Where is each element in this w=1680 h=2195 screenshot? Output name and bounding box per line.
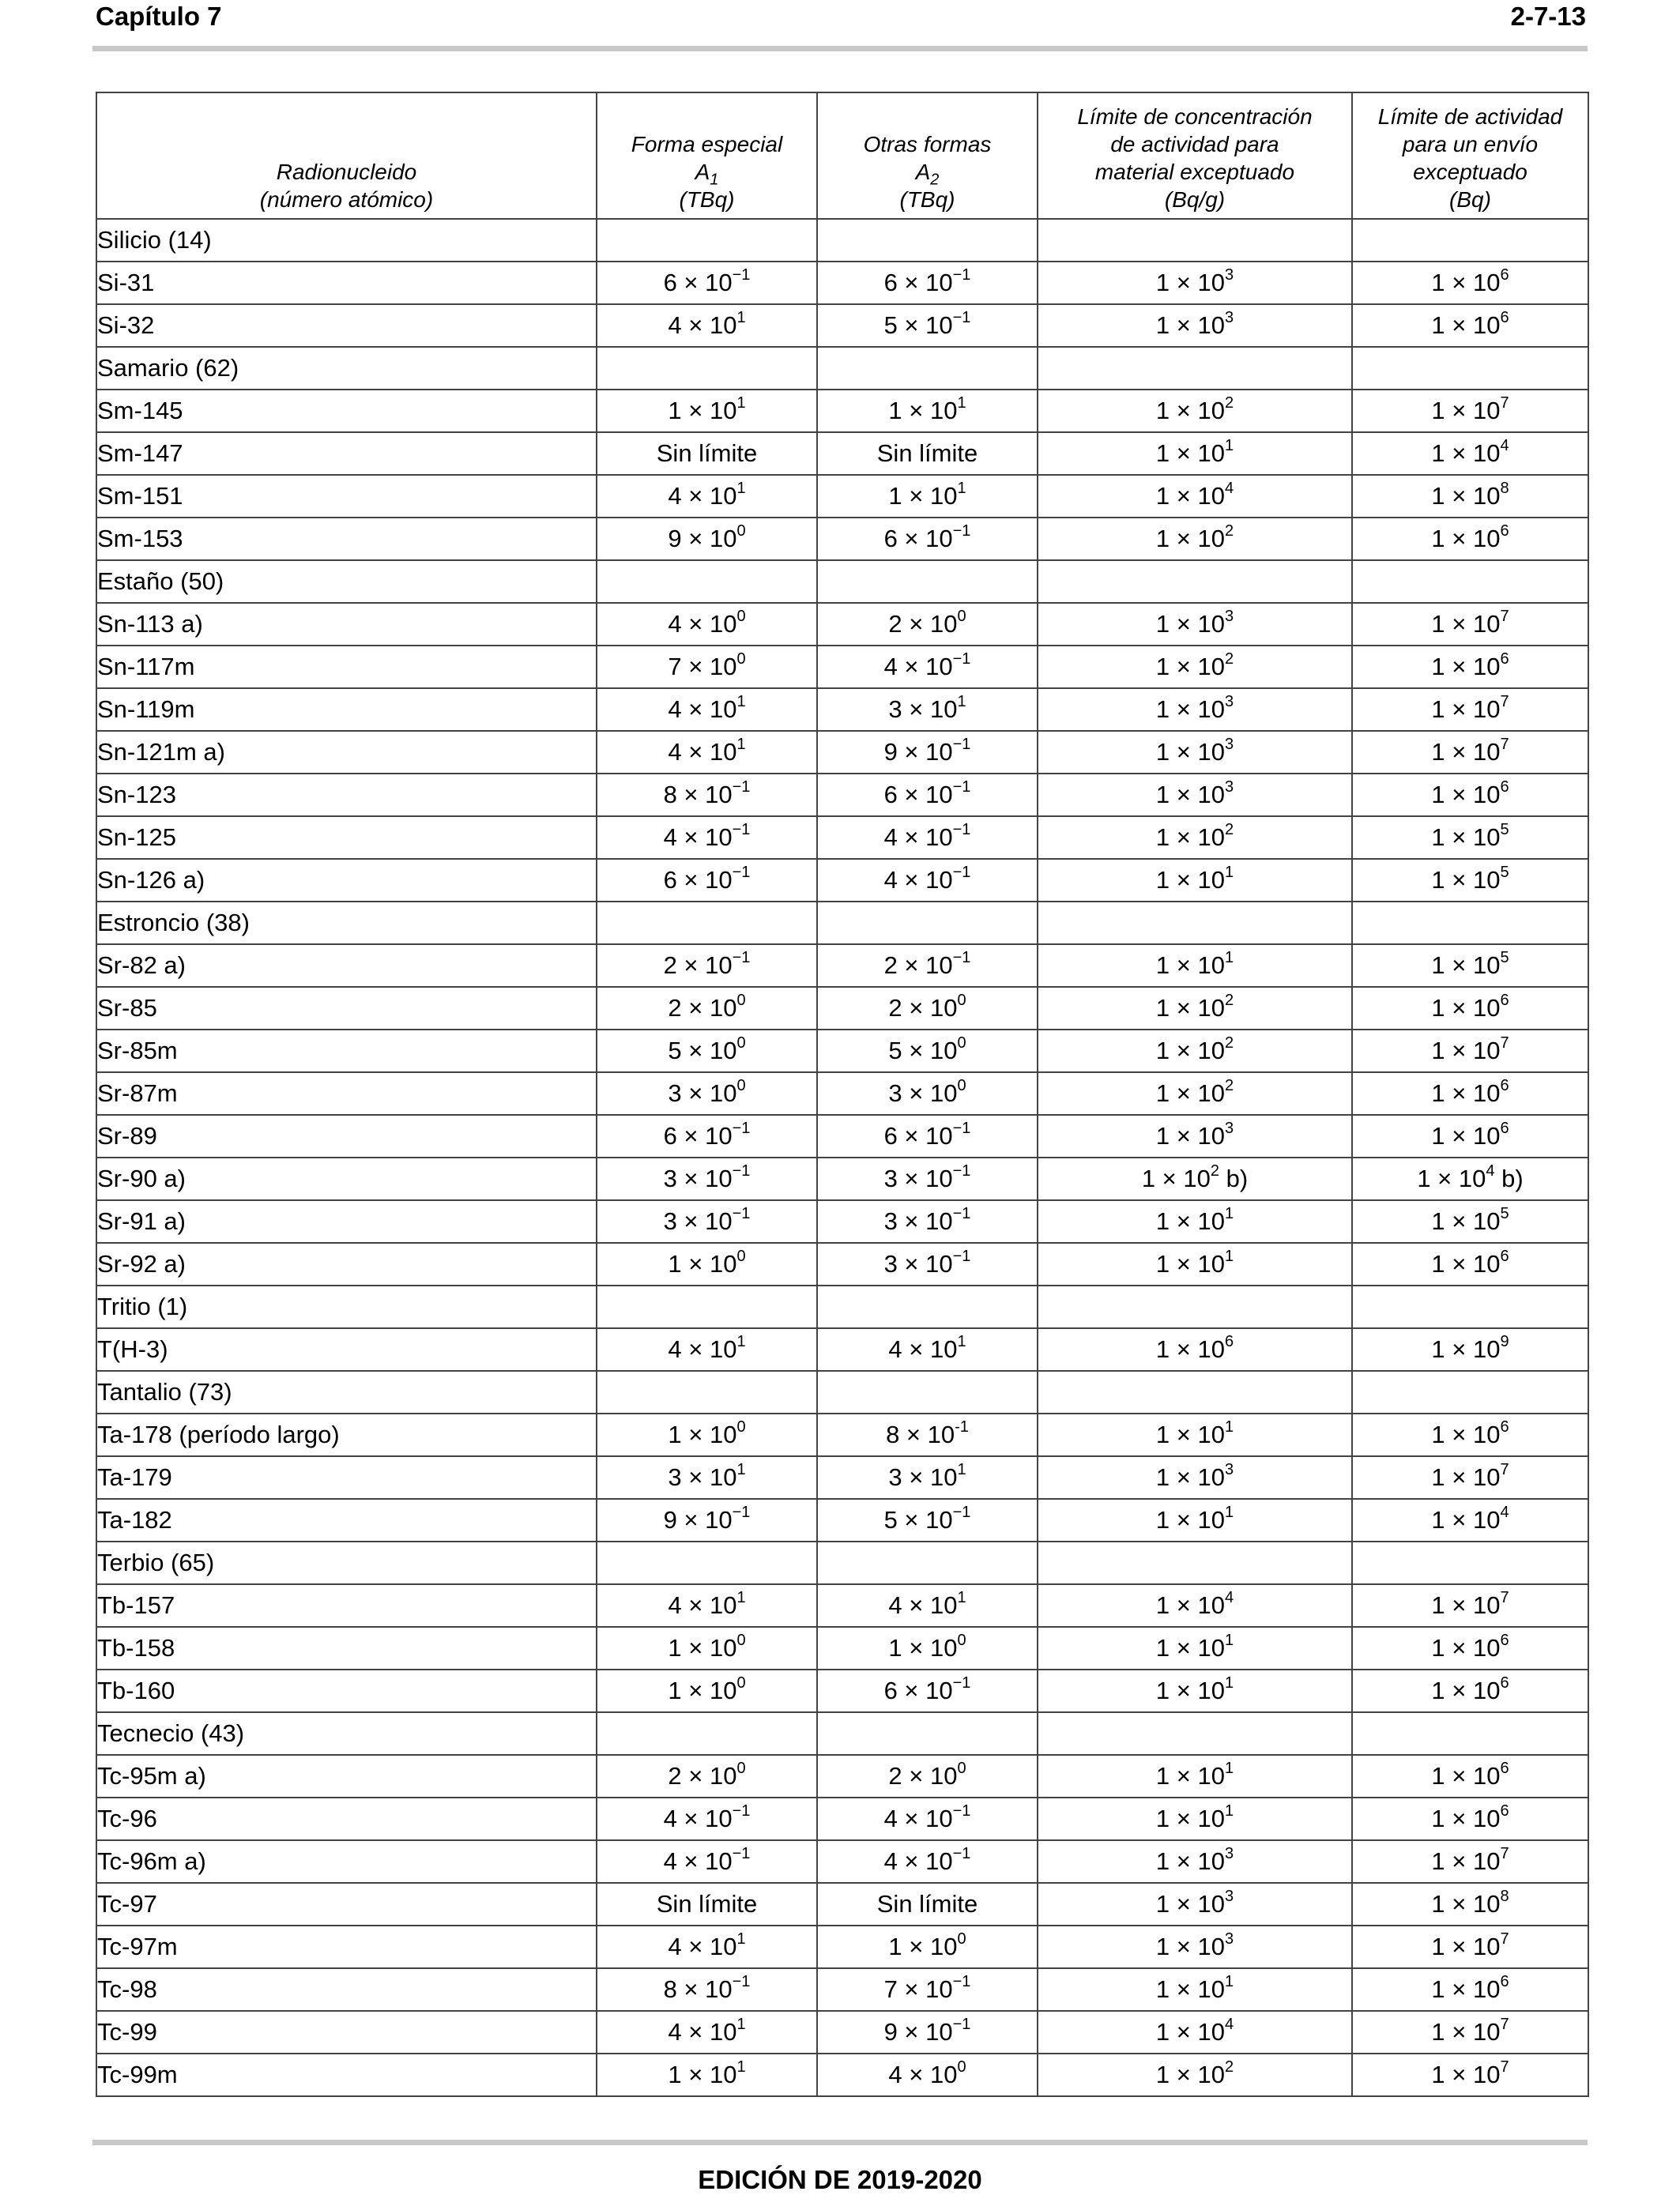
- radionuclide-cell: Ta-179: [96, 1456, 597, 1499]
- value-cell: $1 \times 10^3$: [1038, 603, 1352, 646]
- radionuclide-cell: Tb-160: [96, 1670, 597, 1712]
- radionuclide-cell: Sn-117m: [96, 646, 597, 688]
- value-cell: $1 \times 10^3$: [1038, 688, 1352, 731]
- value-cell: $5 \times 10^0$: [817, 1030, 1038, 1072]
- value-cell: [1352, 347, 1588, 390]
- table-row: [96, 1456, 1588, 1499]
- table-row: [96, 1328, 1588, 1371]
- radionuclide-cell: Sn-125: [96, 816, 597, 859]
- radionuclide-cell: Tc-95m a): [96, 1755, 597, 1798]
- value-cell: $4 \times 10^{-1}$: [817, 1840, 1038, 1883]
- radionuclide-cell: Sn-126 a): [96, 859, 597, 902]
- value-cell: $9 \times 10^{-1}$: [817, 2011, 1038, 2054]
- radionuclide-cell: Sr-92 a): [96, 1243, 597, 1286]
- value-cell: $7 \times 10^{-1}$: [817, 1968, 1038, 2011]
- value-cell: $1 \times 10^6$: [1352, 1072, 1588, 1115]
- value-cell: $1 \times 10^0$: [597, 1243, 817, 1286]
- value-cell: $1 \times 10^3$: [1038, 262, 1352, 304]
- value-cell: $2 \times 10^0$: [817, 603, 1038, 646]
- value-cell: $1 \times 10^7$: [1352, 688, 1588, 731]
- value-cell: $8 \times 10^{-1}$: [817, 1414, 1038, 1456]
- value-cell: $1 \times 10^6$: [1352, 1414, 1588, 1456]
- value-cell: Sin límite: [597, 432, 817, 475]
- value-cell: [597, 219, 817, 262]
- value-cell: $1 \times 10^1$: [597, 390, 817, 432]
- value-cell: $4 \times 10^1$: [597, 1328, 817, 1371]
- value-cell: $1 \times 10^5$: [1352, 1200, 1588, 1243]
- value-cell: $1 \times 10^2$: [1038, 1030, 1352, 1072]
- value-cell: $1 \times 10^7$: [1352, 1840, 1588, 1883]
- value-cell: $1 \times 10^6$: [1352, 1755, 1588, 1798]
- element-group-row: [96, 902, 1588, 944]
- value-cell: $4 \times 10^1$: [597, 1926, 817, 1968]
- value-cell: $1 \times 10^3$: [1038, 731, 1352, 774]
- value-cell: $3 \times 10^0$: [817, 1072, 1038, 1115]
- value-cell: $1 \times 10^6$: [1352, 774, 1588, 816]
- value-cell: $1 \times 10^2$: [1038, 987, 1352, 1030]
- value-cell: [817, 1371, 1038, 1414]
- radionuclide-cell: Ta-178 (período largo): [96, 1414, 597, 1456]
- radionuclide-cell: Tritio (1): [96, 1286, 597, 1328]
- col-header-concentration-limit: Límite de concentración de actividad para material exceptuado (Bq/g): [1038, 92, 1352, 219]
- radionuclide-cell: Sn-113 a): [96, 603, 597, 646]
- value-cell: [597, 1371, 817, 1414]
- value-cell: [1038, 1286, 1352, 1328]
- value-cell: $3 \times 10^1$: [817, 688, 1038, 731]
- value-cell: $1 \times 10^1$: [1038, 1798, 1352, 1840]
- value-cell: $2 \times 10^{-1}$: [817, 944, 1038, 987]
- value-cell: $1 \times 10^6$: [1352, 1670, 1588, 1712]
- value-cell: $1 \times 10^7$: [1352, 603, 1588, 646]
- value-cell: $9 \times 10^0$: [597, 518, 817, 560]
- value-cell: [817, 219, 1038, 262]
- radionuclide-table: [96, 92, 1589, 2097]
- value-cell: [597, 1286, 817, 1328]
- table-row: [96, 1243, 1588, 1286]
- value-cell: $1 \times 10^8$: [1352, 1883, 1588, 1926]
- value-cell: $1 \times 10^6$: [1352, 304, 1588, 347]
- value-cell: $1 \times 10^7$: [1352, 2011, 1588, 2054]
- value-cell: $4 \times 10^{-1}$: [597, 816, 817, 859]
- value-cell: $1 \times 10^1$: [817, 390, 1038, 432]
- value-cell: $3 \times 10^{-1}$: [817, 1158, 1038, 1200]
- value-cell: $1 \times 10^0$: [597, 1627, 817, 1670]
- value-cell: $1 \times 10^1$: [1038, 1499, 1352, 1542]
- value-cell: $8 \times 10^{-1}$: [597, 774, 817, 816]
- value-cell: $1 \times 10^6$: [1352, 646, 1588, 688]
- value-cell: $4 \times 10^{-1}$: [817, 816, 1038, 859]
- radionuclide-cell: Sr-82 a): [96, 944, 597, 987]
- value-cell: $2 \times 10^0$: [597, 1755, 817, 1798]
- value-cell: [1038, 1371, 1352, 1414]
- value-cell: [1038, 1712, 1352, 1755]
- value-cell: $4 \times 10^0$: [817, 2054, 1038, 2096]
- table-row: [96, 1755, 1588, 1798]
- table-row: [96, 2011, 1588, 2054]
- value-cell: $2 \times 10^0$: [817, 987, 1038, 1030]
- radionuclide-cell: Sm-147: [96, 432, 597, 475]
- table-row: [96, 1499, 1588, 1542]
- value-cell: [1352, 219, 1588, 262]
- value-cell: $4 \times 10^{-1}$: [597, 1840, 817, 1883]
- value-cell: $1 \times 10^6$: [1352, 1968, 1588, 2011]
- value-cell: [817, 1542, 1038, 1584]
- page-number: 2-7-13: [1510, 2, 1586, 31]
- table-row: [96, 1840, 1588, 1883]
- table-row: [96, 1883, 1588, 1926]
- page-header: [92, 0, 1586, 40]
- value-cell: $3 \times 10^1$: [597, 1456, 817, 1499]
- table-row: [96, 1798, 1588, 1840]
- value-cell: [817, 1286, 1038, 1328]
- value-cell: $7 \times 10^0$: [597, 646, 817, 688]
- value-cell: [1352, 1542, 1588, 1584]
- value-cell: $9 \times 10^{-1}$: [597, 1499, 817, 1542]
- value-cell: $1 \times 10^6$: [1352, 987, 1588, 1030]
- table-header-row: [96, 92, 1588, 219]
- table-row: [96, 1158, 1588, 1200]
- radionuclide-cell: Estroncio (38): [96, 902, 597, 944]
- element-group-row: [96, 347, 1588, 390]
- value-cell: $1 \times 10^5$: [1352, 944, 1588, 987]
- table-row: [96, 688, 1588, 731]
- value-cell: $1 \times 10^1$: [1038, 1968, 1352, 2011]
- value-cell: [1038, 347, 1352, 390]
- chapter-title: Capítulo 7: [96, 2, 222, 31]
- table-row: [96, 1627, 1588, 1670]
- value-cell: $1 \times 10^7$: [1352, 1456, 1588, 1499]
- radionuclide-cell: Tc-97: [96, 1883, 597, 1926]
- value-cell: $6 \times 10^{-1}$: [597, 1115, 817, 1158]
- col-header-activity-limit: Límite de actividad para un envío exceptuado (Bq): [1352, 92, 1588, 219]
- radionuclide-cell: Tantalio (73): [96, 1371, 597, 1414]
- value-cell: $3 \times 10^{-1}$: [597, 1158, 817, 1200]
- radionuclide-cell: Tb-157: [96, 1584, 597, 1627]
- table-row: [96, 646, 1588, 688]
- element-group-row: [96, 1542, 1588, 1584]
- value-cell: $1 \times 10^1$: [1038, 1200, 1352, 1243]
- value-cell: Sin límite: [817, 1883, 1038, 1926]
- value-cell: $2 \times 10^{-1}$: [597, 944, 817, 987]
- radionuclide-cell: Tc-99m: [96, 2054, 597, 2096]
- element-group-row: [96, 560, 1588, 603]
- radionuclide-cell: Ta-182: [96, 1499, 597, 1542]
- value-cell: $1 \times 10^2$: [1038, 646, 1352, 688]
- value-cell: $1 \times 10^0$: [597, 1414, 817, 1456]
- value-cell: $1 \times 10^0$: [597, 1670, 817, 1712]
- value-cell: $1 \times 10^9$: [1352, 1328, 1588, 1371]
- radionuclide-cell: Sr-85: [96, 987, 597, 1030]
- value-cell: [817, 560, 1038, 603]
- value-cell: $4 \times 10^{-1}$: [817, 646, 1038, 688]
- table-row: [96, 1584, 1588, 1627]
- value-cell: $1 \times 10^5$: [1352, 816, 1588, 859]
- value-cell: $1 \times 10^1$: [1038, 1755, 1352, 1798]
- value-cell: $1 \times 10^6$: [1352, 1115, 1588, 1158]
- value-cell: $6 \times 10^{-1}$: [597, 262, 817, 304]
- radionuclide-cell: T(H-3): [96, 1328, 597, 1371]
- table-row: [96, 731, 1588, 774]
- value-cell: $2 \times 10^0$: [817, 1755, 1038, 1798]
- value-cell: $4 \times 10^1$: [597, 731, 817, 774]
- value-cell: $3 \times 10^{-1}$: [817, 1243, 1038, 1286]
- radionuclide-cell: Sr-87m: [96, 1072, 597, 1115]
- value-cell: $1 \times 10^6$: [1352, 1627, 1588, 1670]
- table-row: [96, 518, 1588, 560]
- value-cell: $1 \times 10^7$: [1352, 731, 1588, 774]
- radionuclide-cell: Sn-123: [96, 774, 597, 816]
- radionuclide-cell: Tecnecio (43): [96, 1712, 597, 1755]
- value-cell: [597, 1542, 817, 1584]
- value-cell: $1 \times 10^3$: [1038, 1926, 1352, 1968]
- value-cell: $5 \times 10^{-1}$: [817, 1499, 1038, 1542]
- value-cell: $1 \times 10^2$: [1038, 390, 1352, 432]
- value-cell: $1 \times 10^4$: [1038, 475, 1352, 518]
- value-cell: $1 \times 10^1$: [1038, 944, 1352, 987]
- value-cell: $1 \times 10^4$: [1038, 2011, 1352, 2054]
- radionuclide-cell: Tb-158: [96, 1627, 597, 1670]
- radionuclide-cell: Sn-121m a): [96, 731, 597, 774]
- value-cell: $1 \times 10^6$: [1352, 518, 1588, 560]
- value-cell: Sin límite: [817, 432, 1038, 475]
- table-row: [96, 390, 1588, 432]
- element-group-row: [96, 219, 1588, 262]
- value-cell: $4 \times 10^0$: [597, 603, 817, 646]
- value-cell: $1 \times 10^3$: [1038, 1115, 1352, 1158]
- value-cell: $1 \times 10^3$: [1038, 304, 1352, 347]
- value-cell: $1 \times 10^1$: [817, 475, 1038, 518]
- radionuclide-cell: Silicio (14): [96, 219, 597, 262]
- value-cell: $6 \times 10^{-1}$: [817, 518, 1038, 560]
- radionuclide-cell: Estaño (50): [96, 560, 597, 603]
- radionuclide-cell: Tc-97m: [96, 1926, 597, 1968]
- radionuclide-cell: Sm-151: [96, 475, 597, 518]
- value-cell: [1352, 1712, 1588, 1755]
- value-cell: $1 \times 10^7$: [1352, 1030, 1588, 1072]
- radionuclide-cell: Sr-90 a): [96, 1158, 597, 1200]
- value-cell: $1 \times 10^4$: [1352, 432, 1588, 475]
- element-group-row: [96, 1286, 1588, 1328]
- value-cell: $1 \times 10^6$: [1352, 1798, 1588, 1840]
- value-cell: [1352, 1371, 1588, 1414]
- value-cell: $1 \times 10^1$: [1038, 1414, 1352, 1456]
- table-row: [96, 304, 1588, 347]
- value-cell: $5 \times 10^{-1}$: [817, 304, 1038, 347]
- radionuclide-cell: Terbio (65): [96, 1542, 597, 1584]
- value-cell: $5 \times 10^0$: [597, 1030, 817, 1072]
- value-cell: [597, 347, 817, 390]
- radionuclide-cell: Sm-153: [96, 518, 597, 560]
- value-cell: $4 \times 10^1$: [817, 1328, 1038, 1371]
- value-cell: $9 \times 10^{-1}$: [817, 731, 1038, 774]
- footer-rule: [92, 2140, 1588, 2145]
- value-cell: $3 \times 10^{-1}$: [817, 1200, 1038, 1243]
- table-row: [96, 432, 1588, 475]
- element-group-row: [96, 1371, 1588, 1414]
- value-cell: [1352, 902, 1588, 944]
- table-row: [96, 816, 1588, 859]
- value-cell: [817, 902, 1038, 944]
- table-row: [96, 944, 1588, 987]
- value-cell: $4 \times 10^{-1}$: [817, 1798, 1038, 1840]
- col-header-other-forms: Otras formas $A_2$ (TBq): [817, 92, 1038, 219]
- value-cell: $4 \times 10^1$: [597, 688, 817, 731]
- value-cell: $1 \times 10^3$: [1038, 1456, 1352, 1499]
- value-cell: $6 \times 10^{-1}$: [817, 262, 1038, 304]
- value-cell: $3 \times 10^0$: [597, 1072, 817, 1115]
- radionuclide-cell: Sm-145: [96, 390, 597, 432]
- value-cell: $4 \times 10^1$: [597, 2011, 817, 2054]
- value-cell: [1352, 560, 1588, 603]
- value-cell: $1 \times 10^3$: [1038, 1840, 1352, 1883]
- value-cell: $6 \times 10^{-1}$: [817, 1670, 1038, 1712]
- value-cell: $6 \times 10^{-1}$: [817, 774, 1038, 816]
- radionuclide-cell: Tc-96m a): [96, 1840, 597, 1883]
- table-row: [96, 475, 1588, 518]
- value-cell: $1 \times 10^1$: [1038, 432, 1352, 475]
- value-cell: $1 \times 10^7$: [1352, 390, 1588, 432]
- value-cell: $1 \times 10^3$: [1038, 774, 1352, 816]
- value-cell: [817, 347, 1038, 390]
- table-row: [96, 774, 1588, 816]
- value-cell: $1 \times 10^4$ b): [1352, 1158, 1588, 1200]
- radionuclide-cell: Tc-96: [96, 1798, 597, 1840]
- value-cell: $1 \times 10^1$: [1038, 1243, 1352, 1286]
- radionuclide-cell: Samario (62): [96, 347, 597, 390]
- value-cell: $1 \times 10^7$: [1352, 1926, 1588, 1968]
- value-cell: $4 \times 10^1$: [597, 475, 817, 518]
- value-cell: $1 \times 10^8$: [1352, 475, 1588, 518]
- table-row: [96, 987, 1588, 1030]
- radionuclide-cell: Tc-98: [96, 1968, 597, 2011]
- value-cell: [1038, 1542, 1352, 1584]
- table-row: [96, 1072, 1588, 1115]
- value-cell: $2 \times 10^0$: [597, 987, 817, 1030]
- value-cell: Sin límite: [597, 1883, 817, 1926]
- value-cell: [1038, 902, 1352, 944]
- value-cell: $1 \times 10^7$: [1352, 2054, 1588, 2096]
- table-row: [96, 2054, 1588, 2096]
- value-cell: [817, 1712, 1038, 1755]
- table-row: [96, 859, 1588, 902]
- value-cell: $1 \times 10^2$ b): [1038, 1158, 1352, 1200]
- value-cell: $6 \times 10^{-1}$: [817, 1115, 1038, 1158]
- header-rule: [92, 46, 1588, 51]
- value-cell: $3 \times 10^{-1}$: [597, 1200, 817, 1243]
- table-row: [96, 1200, 1588, 1243]
- value-cell: $3 \times 10^1$: [817, 1456, 1038, 1499]
- radionuclide-cell: Si-31: [96, 262, 597, 304]
- table-body: [96, 219, 1588, 2096]
- value-cell: [1038, 560, 1352, 603]
- value-cell: $1 \times 10^0$: [817, 1627, 1038, 1670]
- edition-footer: EDICIÓN DE 2019-2020: [698, 2165, 982, 2194]
- value-cell: $1 \times 10^1$: [1038, 1627, 1352, 1670]
- value-cell: [1352, 1286, 1588, 1328]
- table-row: [96, 1030, 1588, 1072]
- table-row: [96, 1115, 1588, 1158]
- value-cell: $1 \times 10^2$: [1038, 518, 1352, 560]
- value-cell: $1 \times 10^0$: [817, 1926, 1038, 1968]
- col-header-special-form: Forma especial $A_1$ (TBq): [597, 92, 817, 219]
- value-cell: [597, 902, 817, 944]
- radionuclide-cell: Sn-119m: [96, 688, 597, 731]
- value-cell: $1 \times 10^2$: [1038, 816, 1352, 859]
- value-cell: $4 \times 10^1$: [817, 1584, 1038, 1627]
- col-header-radionuclide: Radionucleido (número atómico): [96, 92, 597, 219]
- table-row: [96, 1670, 1588, 1712]
- value-cell: $8 \times 10^{-1}$: [597, 1968, 817, 2011]
- value-cell: $1 \times 10^1$: [1038, 1670, 1352, 1712]
- radionuclide-cell: Si-32: [96, 304, 597, 347]
- value-cell: $1 \times 10^1$: [597, 2054, 817, 2096]
- value-cell: $1 \times 10^5$: [1352, 859, 1588, 902]
- value-cell: $6 \times 10^{-1}$: [597, 859, 817, 902]
- value-cell: [597, 1712, 817, 1755]
- table-row: [96, 262, 1588, 304]
- value-cell: $4 \times 10^1$: [597, 304, 817, 347]
- value-cell: $1 \times 10^6$: [1038, 1328, 1352, 1371]
- value-cell: $1 \times 10^4$: [1352, 1499, 1588, 1542]
- table-row: [96, 1926, 1588, 1968]
- value-cell: $4 \times 10^{-1}$: [597, 1798, 817, 1840]
- value-cell: $1 \times 10^7$: [1352, 1584, 1588, 1627]
- value-cell: [1038, 219, 1352, 262]
- element-group-row: [96, 1712, 1588, 1755]
- value-cell: $4 \times 10^{-1}$: [817, 859, 1038, 902]
- value-cell: $1 \times 10^2$: [1038, 2054, 1352, 2096]
- table-row: [96, 603, 1588, 646]
- value-cell: $1 \times 10^3$: [1038, 1883, 1352, 1926]
- radionuclide-cell: Sr-91 a): [96, 1200, 597, 1243]
- radionuclide-cell: Sr-89: [96, 1115, 597, 1158]
- value-cell: $1 \times 10^2$: [1038, 1072, 1352, 1115]
- radionuclide-cell: Tc-99: [96, 2011, 597, 2054]
- radionuclide-cell: Sr-85m: [96, 1030, 597, 1072]
- table-row: [96, 1968, 1588, 2011]
- value-cell: $1 \times 10^4$: [1038, 1584, 1352, 1627]
- value-cell: $1 \times 10^6$: [1352, 262, 1588, 304]
- value-cell: [597, 560, 817, 603]
- value-cell: $1 \times 10^1$: [1038, 859, 1352, 902]
- value-cell: $1 \times 10^6$: [1352, 1243, 1588, 1286]
- value-cell: $4 \times 10^1$: [597, 1584, 817, 1627]
- table-row: [96, 1414, 1588, 1456]
